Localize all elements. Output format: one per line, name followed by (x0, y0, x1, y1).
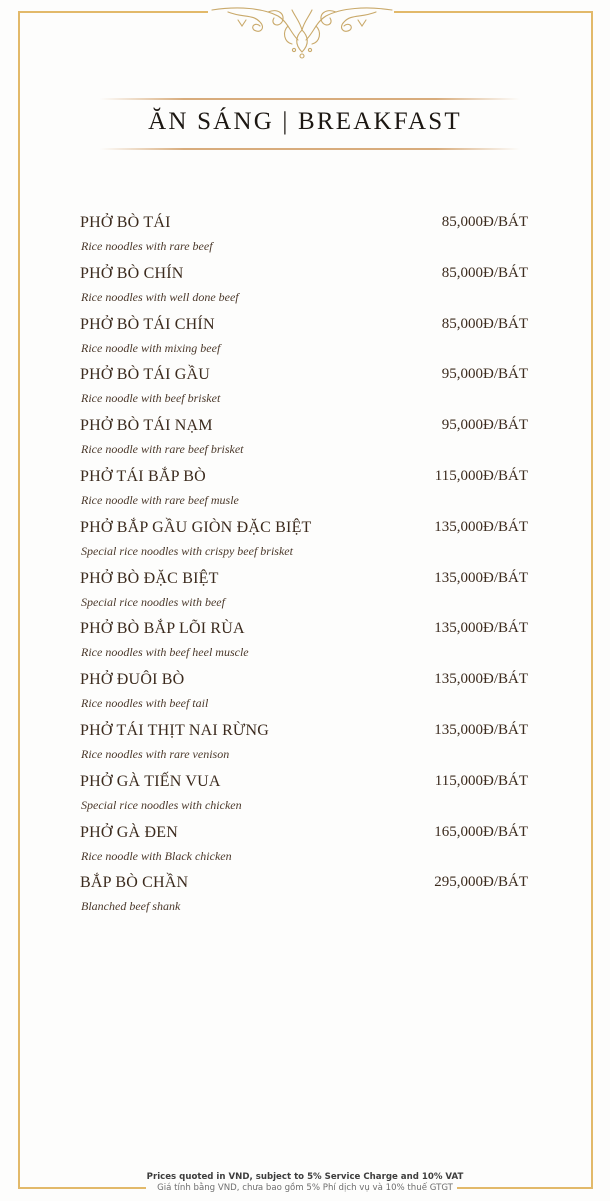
item-name: PHỞ BÒ TÁI NẠM (80, 417, 213, 435)
item-price: 85,000Đ/BÁT (441, 214, 528, 230)
frame-border-top-left (18, 11, 208, 13)
item-price: 295,000Đ/BÁT (434, 874, 528, 891)
item-name: PHỞ ĐUÔI BÒ (80, 671, 185, 689)
item-name: PHỞ TÁI BẮP BÒ (80, 467, 206, 485)
menu-item (80, 265, 530, 316)
menu-item (80, 773, 530, 824)
item-price: 135,000Đ/BÁT (434, 569, 528, 586)
item-name: PHỞ GÀ ĐEN (80, 823, 178, 841)
footer-note-vietnamese: Giá tính bằng VND, chưa bao gồm 5% Phí dịch vụ và 10% thuế GTGT (157, 1183, 453, 1193)
frame-border-left (18, 11, 20, 1189)
item-name: PHỞ BÒ TÁI CHÍN (80, 315, 215, 333)
menu-item (80, 874, 530, 925)
item-name: PHỞ BẮP GẦU GIÒN ĐẶC BIỆT (80, 518, 312, 536)
item-name: PHỞ GÀ TIẾN VUA (80, 772, 221, 790)
menu-item (80, 417, 530, 468)
item-description: Special rice noodles with beef (81, 594, 225, 609)
item-description: Blanched beef shank (81, 899, 181, 914)
menu-item (80, 620, 530, 671)
frame-border-top-right (394, 11, 593, 13)
menu-item (80, 366, 530, 417)
item-description: Rice noodles with well done beef (81, 289, 239, 304)
footer-note-english: Prices quoted in VND, subject to 5% Service Charge and 10% VAT (146, 1172, 464, 1182)
item-price: 165,000Đ/BÁT (434, 823, 528, 840)
footer-note (0, 1172, 610, 1194)
item-description: Rice noodle with mixing beef (81, 340, 221, 355)
header-divider-top (100, 98, 520, 100)
floral-ornament-icon (208, 0, 396, 60)
header-divider-bottom (100, 148, 520, 150)
page-title: ĂN SÁNG | BREAKFAST (148, 108, 462, 135)
item-description: Rice noodles with rare beef (81, 239, 213, 253)
frame-border-right (591, 11, 593, 1189)
item-price: 135,000Đ/BÁT (434, 518, 528, 535)
menu-item (80, 316, 530, 367)
item-name: PHỞ BÒ TÁI GẦU (80, 366, 211, 384)
item-description: Rice noodles with rare venison (81, 746, 230, 761)
item-name: PHỞ BÒ TÁI (80, 214, 171, 231)
item-name: PHỞ BÒ CHÍN (80, 264, 184, 282)
item-name: BẮP BÒ CHẦN (80, 874, 189, 892)
menu-item (80, 519, 530, 570)
item-price: 85,000Đ/BÁT (441, 315, 528, 332)
item-name: PHỞ BÒ ĐẶC BIỆT (80, 569, 219, 587)
item-price: 95,000Đ/BÁT (441, 417, 528, 434)
menu-item (80, 570, 530, 621)
item-price: 85,000Đ/BÁT (441, 264, 528, 281)
item-description: Special rice noodles with chicken (81, 797, 242, 812)
menu-item (80, 214, 530, 265)
item-name: PHỞ BÒ BẮP LÕI RÙA (80, 620, 245, 638)
menu-item (80, 468, 530, 519)
item-description: Special rice noodles with crispy beef brisket (81, 543, 293, 558)
item-description: Rice noodles with beef heel muscle (81, 645, 249, 660)
item-price: 115,000Đ/BÁT (434, 467, 528, 484)
item-price: 135,000Đ/BÁT (434, 671, 528, 688)
item-price: 135,000Đ/BÁT (434, 620, 528, 637)
item-description: Rice noodle with Black chicken (81, 848, 232, 863)
item-description: Rice noodles with beef tail (81, 696, 209, 711)
menu-item (80, 722, 530, 773)
item-price: 135,000Đ/BÁT (434, 721, 528, 738)
menu-item (80, 671, 530, 722)
item-description: Rice noodle with rare beef musle (81, 492, 239, 507)
menu-list (80, 214, 530, 925)
menu-item (80, 824, 530, 875)
item-description: Rice noodle with rare beef brisket (81, 442, 244, 457)
item-price: 115,000Đ/BÁT (434, 772, 528, 789)
item-description: Rice noodle with beef brisket (81, 391, 221, 406)
item-name: PHỞ TÁI THỊT NAI RỪNG (80, 721, 270, 739)
item-price: 95,000Đ/BÁT (441, 366, 528, 383)
